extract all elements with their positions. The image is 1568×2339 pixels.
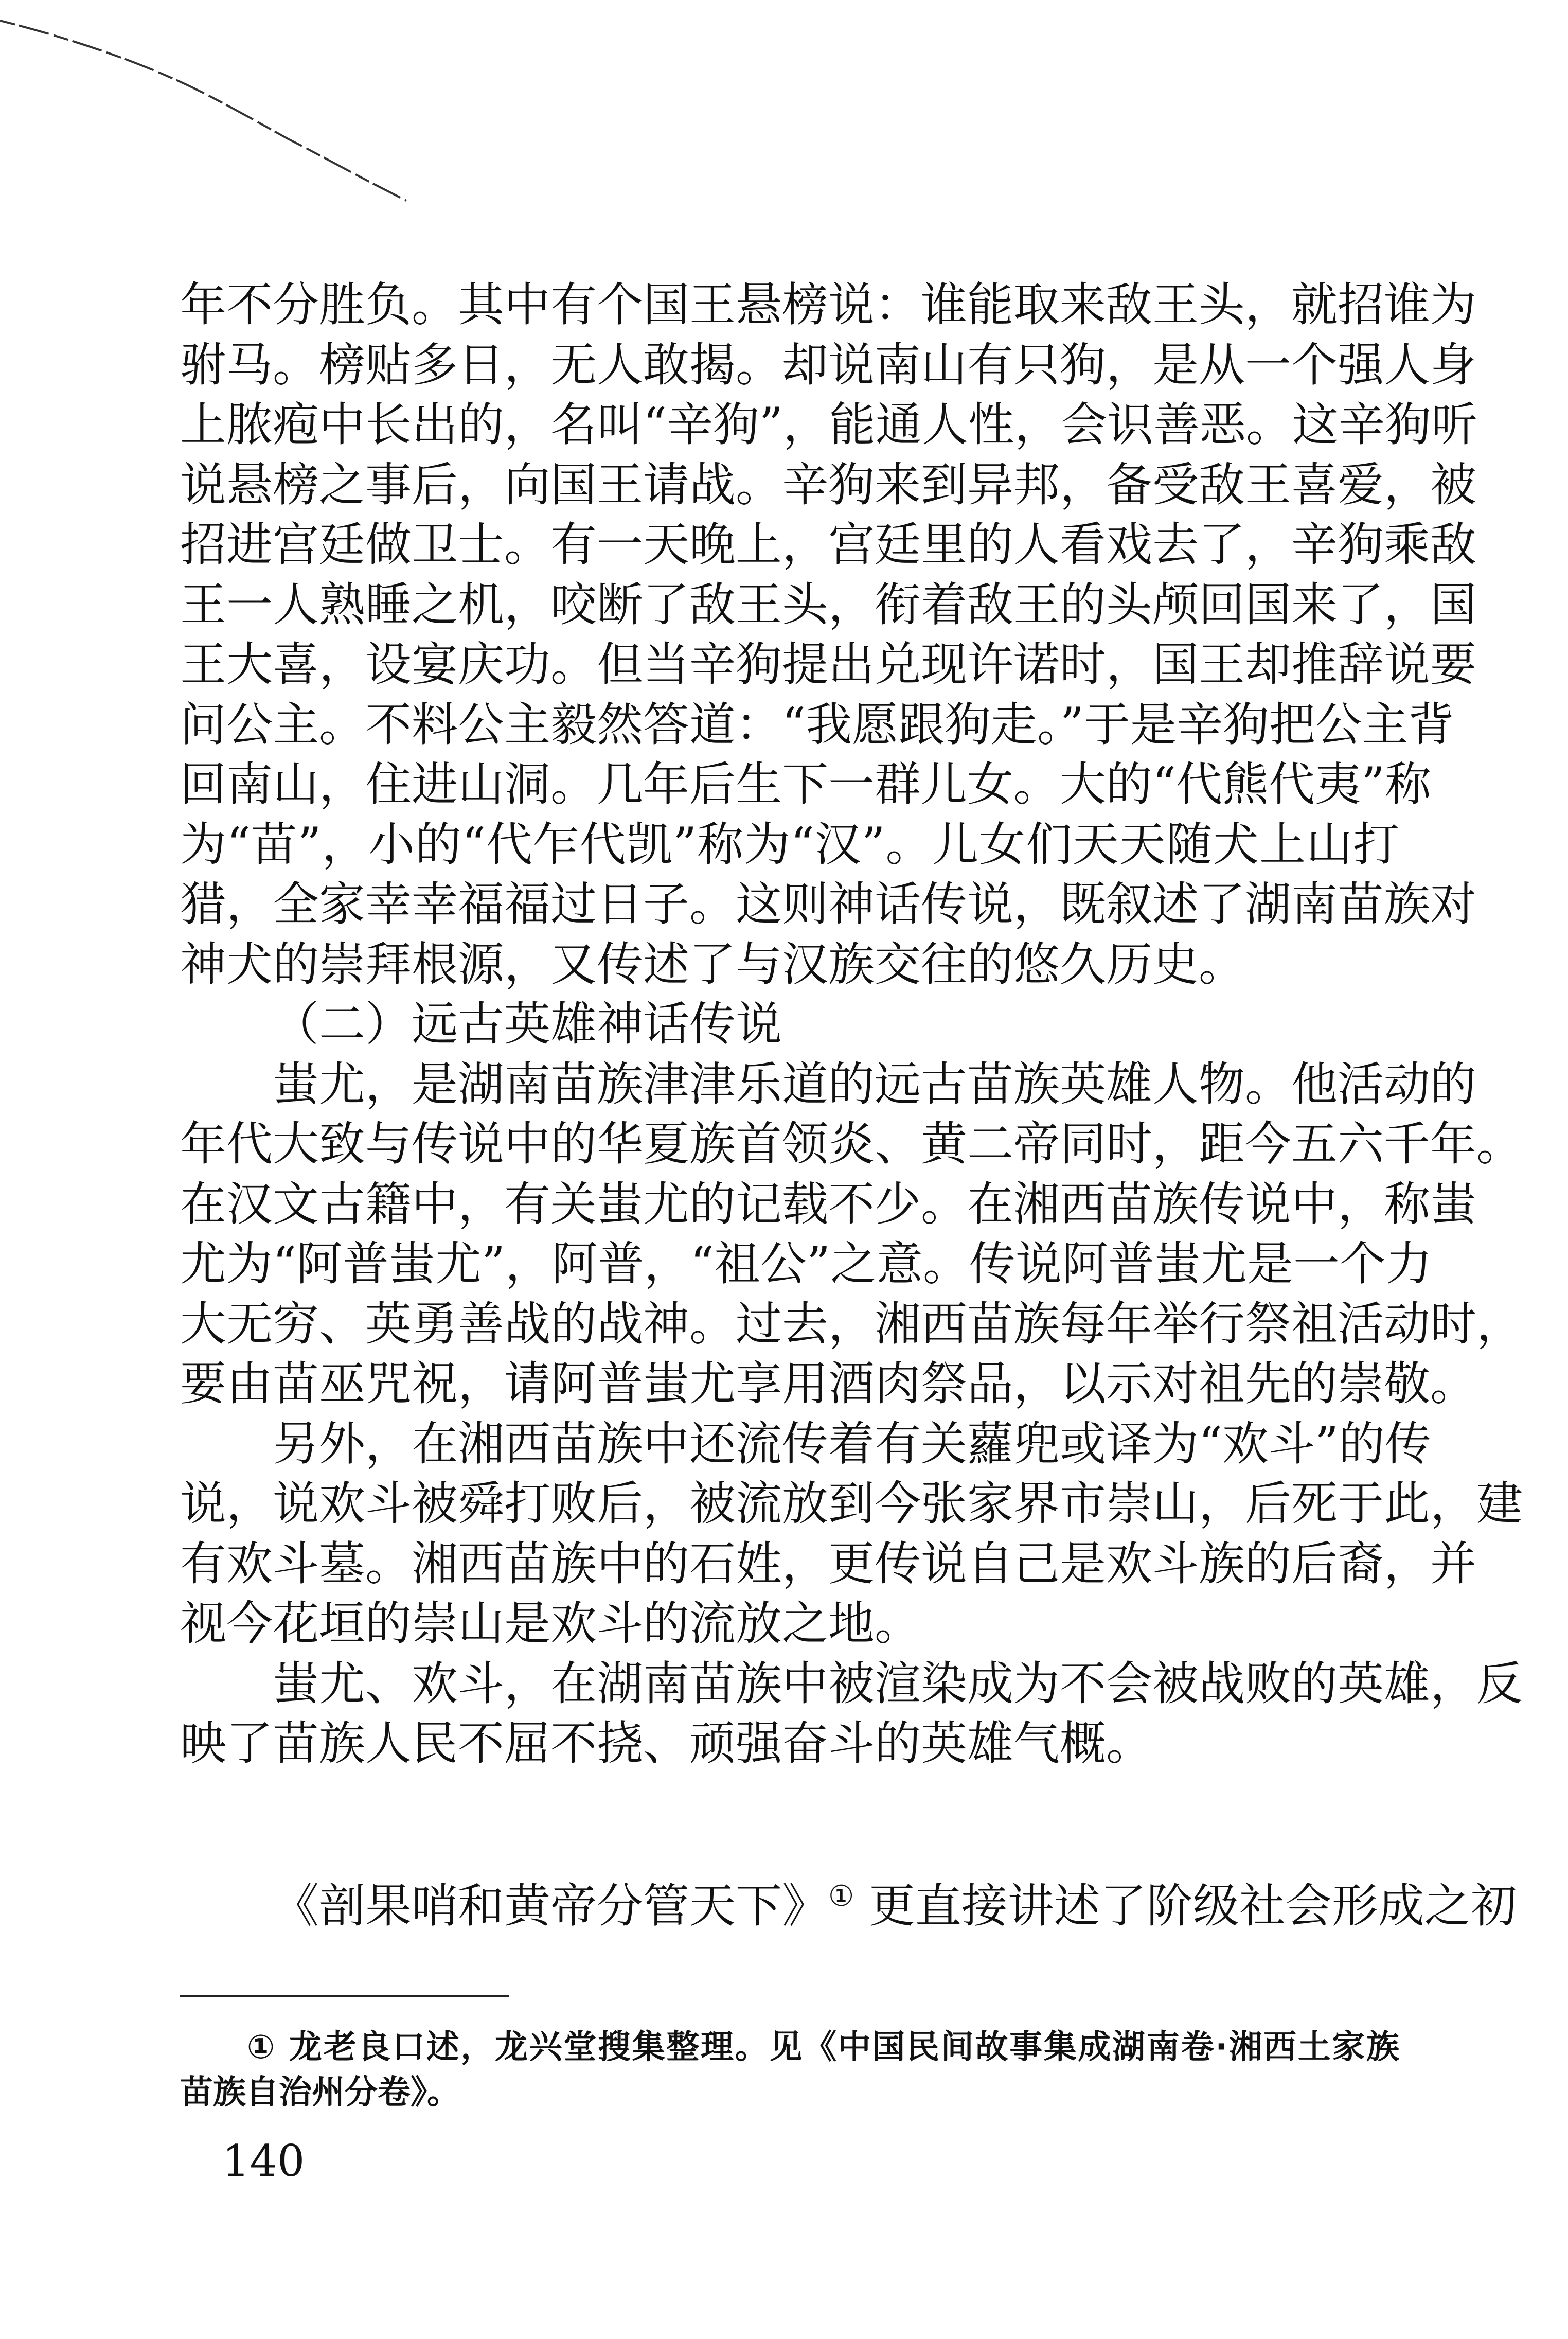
body-line: 要由苗巫咒祝，请阿普蚩尤享用酒肉祭品，以示对祖先的崇敬。 xyxy=(180,1357,1476,1411)
body-line: 说，说欢斗被舜打败后，被流放到今张家界市崇山，后死于此，建 xyxy=(180,1477,1523,1531)
page-number: 140 xyxy=(222,2136,305,2186)
body-line: 上脓疱中长出的，名叫“辛狗”，能通人性，会识善恶。这辛狗听 xyxy=(180,398,1478,452)
final-line-text: 更直接讲述了阶级社会形成之初 xyxy=(854,1879,1517,1933)
footnote xyxy=(180,2025,1399,2115)
body-line: 蚩尤，是湖南苗族津津乐道的远古苗族英雄人物。他活动的 xyxy=(273,1057,1476,1111)
body-line: 年代大致与传说中的华夏族首领炎、黄二帝同时，距今五六千年。 xyxy=(180,1117,1523,1171)
body-line: 王大喜，设宴庆功。但当辛狗提出兑现许诺时，国王却推辞说要 xyxy=(180,637,1476,692)
body-line: 问公主。不料公主毅然答道：“我愿跟狗走。”于是辛狗把公主背 xyxy=(180,697,1455,752)
body-line: 驸马。榜贴多日，无人敢揭。却说南山有只狗，是从一个强人身 xyxy=(180,338,1476,392)
body-line: 在汉文古籍中，有关蚩尤的记载不少。在湘西苗族传说中，称蚩 xyxy=(180,1177,1476,1231)
scan-crease-mark xyxy=(0,0,422,237)
body-line: 猎，全家幸幸福福过日子。这则神话传说，既叙述了湖南苗族对 xyxy=(180,877,1476,931)
body-final-line-wrap xyxy=(180,1876,1517,1937)
body-line: 说悬榜之事后，向国王请战。辛狗来到异邦，备受敌王喜爱，被 xyxy=(180,457,1476,512)
body-line: 蚩尤、欢斗，在湖南苗族中被渲染成为不会被战败的英雄，反 xyxy=(273,1656,1523,1711)
body-line: 为“苗”，小的“代乍代凯”称为“汉”。儿女们天天随犬上山打 xyxy=(180,817,1399,872)
body-line: 视今花垣的崇山是欢斗的流放之地。 xyxy=(180,1597,921,1651)
body-line: 神犬的崇拜根源，又传述了与汉族交往的悠久历史。 xyxy=(180,937,1245,991)
body-line: 大无穷、英勇善战的战神。过去，湘西苗族每年举行祭祖活动时， xyxy=(180,1297,1523,1351)
footnote-divider xyxy=(180,1995,509,1997)
book-title-reference: 《剖果哨和黄帝分管天下》 xyxy=(273,1879,828,1933)
body-text xyxy=(180,275,1523,1774)
footnote-line-1: ① 龙老良口述，龙兴堂搜集整理。见《中国民间故事集成湖南卷·湘西土家族 xyxy=(247,2028,1399,2066)
body-line: 年不分胜负。其中有个国王悬榜说：谁能取来敌王头，就招谁为 xyxy=(180,278,1476,332)
body-line: 另外，在湘西苗族中还流传着有关蘿兜或译为“欢斗”的传 xyxy=(273,1416,1432,1471)
body-line: 映了苗族人民不屈不挠、顽强奋斗的英雄气概。 xyxy=(180,1716,1152,1770)
body-line: 尤为“阿普蚩尤”，阿普，“祖公”之意。传说阿普蚩尤是一个力 xyxy=(180,1237,1433,1291)
body-line: 招进宫廷做卫士。有一天晚上，宫廷里的人看戏去了，辛狗乘敌 xyxy=(180,518,1476,572)
body-final-line xyxy=(180,1876,1517,1937)
section-heading: （二）远古英雄神话传说 xyxy=(273,997,782,1051)
footnote-marker: ① xyxy=(828,1880,854,1913)
body-line: 有欢斗墓。湘西苗族中的石姓，更传说自己是欢斗族的后裔，并 xyxy=(180,1536,1476,1591)
body-line: 王一人熟睡之机，咬断了敌王头，衔着敌王的头颅回国来了，国 xyxy=(180,577,1476,632)
footnote-line-2: 苗族自治州分卷》。 xyxy=(180,2074,460,2112)
body-line: 回南山，住进山洞。几年后生下一群儿女。大的“代熊代夷”称 xyxy=(180,757,1432,811)
